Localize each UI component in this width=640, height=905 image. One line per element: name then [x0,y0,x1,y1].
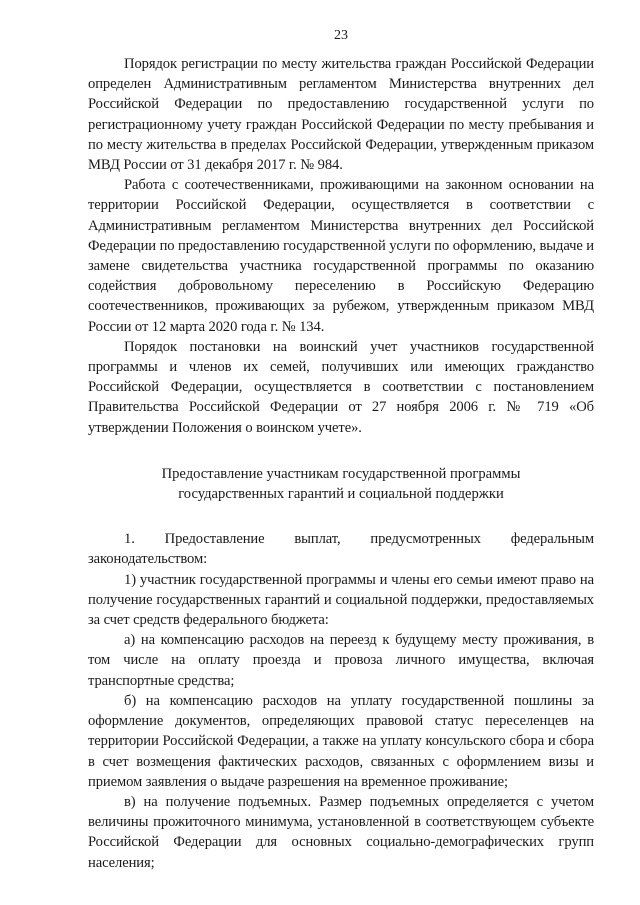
paragraph-subitem-a: а) на компенсацию расходов на переезд к будущему месту проживания, в том числе на оплату проезда и провоза личного имущества, включая транспортные средства; [88,632,594,689]
paragraph-compatriots-work: Работа с соотечественниками, проживающими на законном основании на территории Российской Федерации, осуществляется в соответствии с Административным регламентом Министерства внутренних дел Российской Федерации по предоставлению государственной услуги по оформлению, выдаче и замене свидетельства участника государственной программы по оказанию содействия добровольному переселению в Российскую Федерацию соотечественников, проживающих за рубежом, утвержденным приказом МВД России от 12 марта 2020 года г. № 134. [88,177,594,335]
paragraph-registration-procedure: Порядок регистрации по месту жительства граждан Российской Федерации определен Административным регламентом Министерства внутренних дел Российской Федерации по предоставлению государственной услуги по регистрационному учету граждан Российской Федерации по месту пребывания и по месту жительства в пределах Российской Федерации, утвержденным приказом МВД России от 31 декабря 2017 г. № 984. [88,56,594,174]
paragraph-item-1: 1. Предоставление выплат, предусмотренных федеральным законодательством: [88,531,594,568]
paragraph-military-registration: Порядок постановки на воинский учет участников государственной программы и членов их семей, получивших или имеющих гражданство Российской Федерации, осуществляется в соответствии с постановлением Правительства Российской Федерации от 27 ноября 2006 г. № 719 «Об утверждении Положения о воинском учете». [88,338,594,436]
paragraph-subitem-b: б) на компенсацию расходов на уплату государственной пошлины за оформление документов, определяющих правовой статус переселенцев на территории Российской Федерации, а также на уплату консульского сбора и сбора в счет возмещения фактических расходов, связанных с оформлением визы и приемом заявления о выдаче разрешения на временное проживание; [88,692,594,790]
document-page [88,26,594,873]
paragraph-subitem-v: в) на получение подъемных. Размер подъемных определяется с учетом величины прожиточного минимума, установленной в соответствующем субъекте Российской Федерации для основных социально-демографических групп населения; [88,793,594,871]
section-heading-line-1: Предоставление участникам государственной программы [161,465,521,482]
page-number: 23 [334,28,348,43]
section-heading [88,464,594,504]
section-heading-line-2: государственных гарантий и социальной поддержки [178,486,504,503]
paragraph-subitem-1: 1) участник государственной программы и члены его семьи имеют право на получение государственных гарантий и социальной поддержки, предоставляемых за счет средств федерального бюджета: [88,571,594,629]
